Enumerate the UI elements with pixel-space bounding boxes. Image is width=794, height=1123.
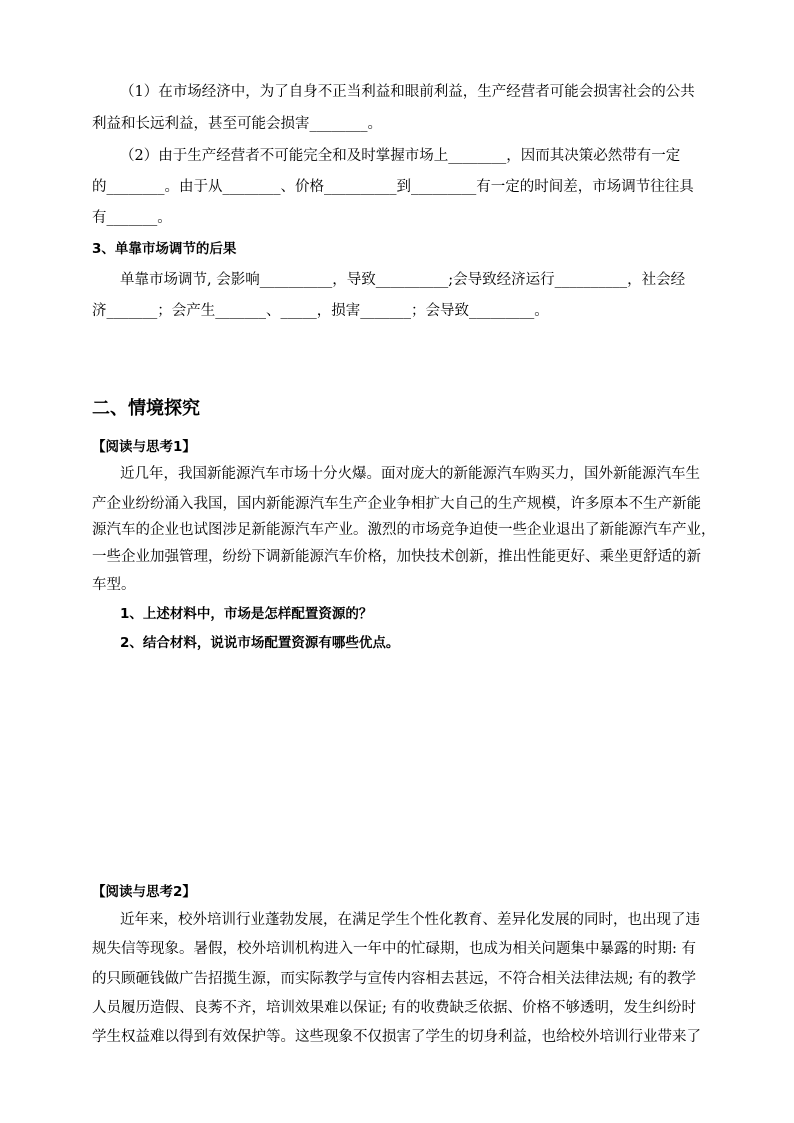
paragraph-1-line-1: （1）在市场经济中，为了自身不正当利益和眼前利益，生产经营者可能会损害社会的公共 <box>120 84 695 100</box>
section-title: 二、情境探究 <box>92 398 200 419</box>
read1-line: 近几年，我国新能源汽车市场十分火爆。面对庞大的新能源汽车购买力，国外新能源汽车生 <box>120 466 700 482</box>
question-2: 2、结合材料，说说市场配置资源有哪些优点。 <box>120 635 400 651</box>
read1-line: 车型。 <box>92 577 136 593</box>
heading-consequences: 3、单靠市场调节的后果 <box>92 241 237 257</box>
read2-line: 学生权益难以得到有效保护等。这些现象不仅损害了学生的切身利益，也给校外培训行业带来了 <box>92 1029 701 1045</box>
paragraph-2-line-2: 的________。由于从________、价格__________到_________有一定的时间差，市场调节往往具 <box>92 179 694 195</box>
read2-line: 近年来，校外培训行业蓬勃发展，在满足学生个性化教育、差异化发展的同时，也出现了违 <box>120 912 700 928</box>
consequences-line-1: 单靠市场调节, 会影响__________，导致__________;会导致经济运行__________，社会经 <box>120 272 686 288</box>
paragraph-2-line-3: 有_______。 <box>92 210 172 226</box>
consequences-line-2: 济_______；会产生_______、_____，损害_______；会导致_________。 <box>92 303 549 319</box>
read1-line: 产企业纷纷涌入我国，国内新能源汽车生产企业争相扩大自己的生产规模，许多原本不生产新能 <box>92 496 701 512</box>
paragraph-1-line-2: 利益和长远利益，甚至可能会损害________。 <box>92 116 382 132</box>
read-think-1-title: 【阅读与思考1】 <box>92 439 196 455</box>
paragraph-2-line-1: （2）由于生产经营者不可能完全和及时掌握市场上________，因而其决策必然带有一定 <box>120 148 681 164</box>
read2-line: 的只顾砸钱做广告招揽生源，而实际教学与宣传内容相去甚远，不符合相关法律法规; 有的教学 <box>92 971 696 987</box>
read-think-2-title: 【阅读与思考2】 <box>92 884 196 900</box>
question-1: 1、上述材料中，市场是怎样配置资源的？ <box>120 606 373 622</box>
read1-line: 一些企业加强管理，纷纷下调新能源汽车价格，加快技术创新，推出性能更好、乘坐更舒适的新 <box>92 549 701 565</box>
read1-line: 源汽车的企业也试图涉足新能源汽车产业。激烈的市场竞争迫使一些企业退出了新能源汽车产业， <box>92 522 716 538</box>
read2-line: 人员履历造假、良莠不齐，培训效果难以保证; 有的收费缺乏依据、价格不够透明，发生纠纷时 <box>92 1000 696 1016</box>
read2-line: 规失信等现象。暑假，校外培训机构进入一年中的忙碌期，也成为相关问题集中暴露的时期: 有 <box>92 941 696 957</box>
